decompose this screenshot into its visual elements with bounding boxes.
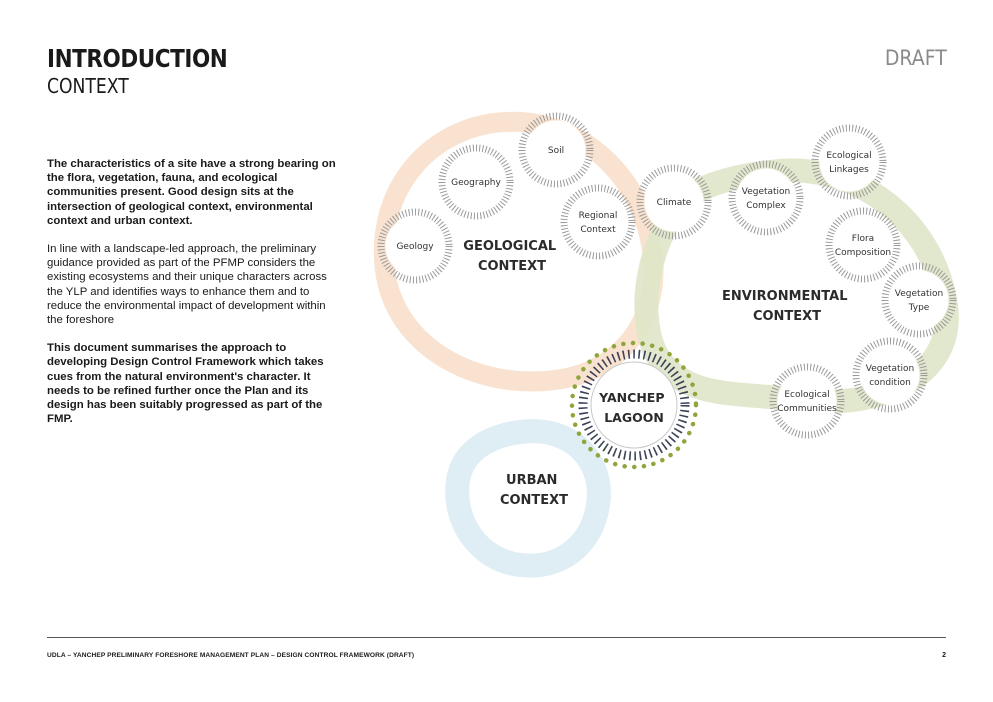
node-label: Climate [656, 198, 692, 208]
page-number: 2 [942, 652, 946, 659]
urban-context-label: URBAN CONTEXT [499, 473, 569, 508]
node-label: Soil [547, 146, 565, 156]
intro-paragraph-1: The characteristics of a site have a strong bearing on the flora, vegetation, fauna, and ecological communities present. Good design sits at the intersection of geological context, environmental context and urban context. [47, 158, 336, 227]
page-subtitle: CONTEXT [47, 74, 129, 98]
footer-text: UDLA – YANCHEP PRELIMINARY FORESHORE MANAGEMENT PLAN – DESIGN CONTROL FRAMEWORK (DRAFT) [47, 652, 415, 659]
node-regional-context [564, 188, 632, 256]
node-label: Vegetation condition [865, 364, 915, 388]
yanchep-lagoon-node [572, 343, 696, 467]
yanchep-lagoon-label: YANCHEP LAGOON [599, 390, 665, 425]
node-ecological-communities [773, 367, 841, 435]
environmental-context-label: ENVIRONMENTAL CONTEXT [721, 289, 848, 324]
draft-label: DRAFT [885, 46, 947, 70]
node-label: Vegetation Type [894, 289, 944, 313]
node-label: Ecological Communities [777, 390, 837, 414]
node-geography [442, 148, 510, 216]
node-label: Vegetation Complex [741, 187, 791, 211]
node-label: Ecological Linkages [826, 151, 872, 175]
geological-context-label: GEOLOGICAL CONTEXT [463, 239, 557, 274]
page-title: INTRODUCTION [47, 44, 228, 73]
node-label: Flora Composition [834, 234, 892, 258]
node-label: Geology [396, 242, 434, 252]
node-flora-composition [829, 211, 897, 279]
footer-divider [47, 637, 946, 638]
node-label: Regional Context [578, 211, 618, 235]
node-label: Geography [451, 178, 501, 188]
intro-paragraph-3: This document summarises the approach to developing Design Control Framework which takes cues from the natural environment's character. It needs to be refined further once the Plan and its design has been suitably progressed as part of the FMP. [47, 342, 324, 426]
intro-paragraph-2: In line with a landscape-led approach, the preliminary guidance provided as part of the PFMP considers the existing ecosystems and their unique characters across the YLP and identifies ways to enhance them and to reduce the environmental impact of development within the foreshore [47, 243, 327, 327]
